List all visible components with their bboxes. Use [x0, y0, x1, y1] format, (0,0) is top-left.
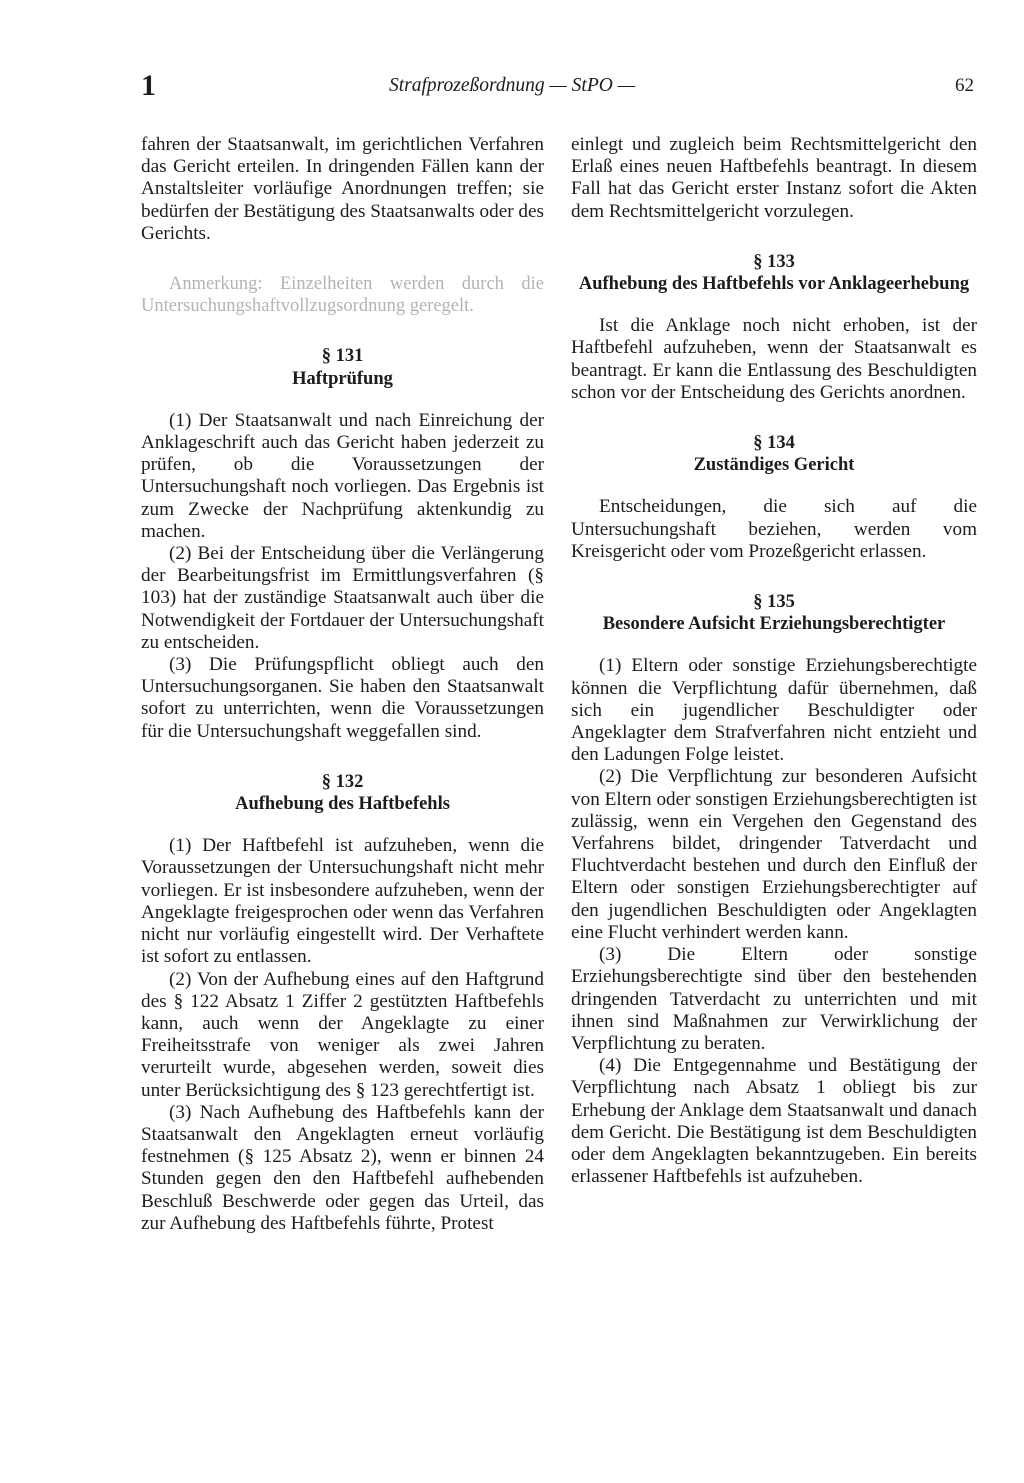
- page-header: [0, 70, 1024, 102]
- section-title: Aufhebung des Haftbefehls: [235, 794, 450, 815]
- paragraph: (2) Die Verpflichtung zur besonderen Aufsicht von Eltern oder sonstigen Erziehungsberechtigten ist zulässig, wenn ein Vergehen den Gegenstand des Verfahrens bildet, dringender Tatverdacht und Fluchtverdacht bestehen und durch den Einfluß der Eltern oder sonstigen Erziehungsberechtigter auf den jugendlichen Beschuldigten oder Angeklagten eine Flucht verhindert werden kann.: [571, 766, 977, 943]
- left-column: [141, 134, 544, 1235]
- paragraph: (2) Bei der Entscheidung über die Verlängerung der Bearbeitungsfrist im Ermittlungsverfahren (§ 103) hat der zuständige Staatsanwalt auch über die Notwendigkeit der Fortdauer der Untersuchungshaft zu entscheiden.: [141, 543, 544, 653]
- section-number: § 135: [753, 592, 795, 613]
- paragraph: (1) Eltern oder sonstige Erziehungsberechtigte können die Verpflichtung dafür übernehmen, daß sich ein jugendlicher Beschuldigter oder Angeklagter dem Strafverfahren nicht entzieht und den Ladungen Folge leistet.: [571, 655, 977, 766]
- section-number: § 131: [321, 346, 364, 367]
- paragraph: (3) Die Prüfungspflicht obliegt auch den Untersuchungsorganen. Sie haben den Staatsanwalt sofort zu unterrichten, wenn die Voraussetzungen für die Untersuchungshaft weggefallen sind.: [141, 654, 544, 742]
- note-paragraph: Anmerkung: Einzelheiten werden durch die Untersuchungshaftvollzugsordnung geregelt.: [141, 274, 544, 317]
- paragraph: (1) Der Haftbefehl ist aufzuheben, wenn die Voraussetzungen der Untersuchungshaft nicht mehr vorliegen. Er ist insbesondere aufzuheben, wenn der Angeklagte freigesprochen oder wenn das Verfahren nicht nur vorläufig eingestellt wird. Der Verhaftete ist sofort zu entlassen.: [141, 835, 544, 968]
- section-title: Zuständiges Gericht: [693, 455, 855, 476]
- section-title: Besondere Aufsicht Erziehungsberechtigter: [602, 614, 946, 635]
- section-132-heading: [141, 771, 544, 815]
- continuation-paragraph: einlegt und zugleich beim Rechtsmittelgericht den Erlaß eines neuen Haftbefehls beantragt. In diesem Fall hat das Gericht erster Instanz sofort die Akten dem Rechtsmittelgericht vorzulegen.: [571, 134, 977, 222]
- section-135-heading: [571, 591, 977, 635]
- section-title: Aufhebung des Haftbefehls vor Anklageerhebung: [578, 274, 970, 295]
- section-number: § 134: [753, 433, 795, 454]
- running-title: Strafprozeßordnung — StPO —: [388, 75, 636, 96]
- paragraph: (3) Nach Aufhebung des Haftbefehls kann der Staatsanwalt den Angeklagten erneut vorläufig festnehmen (§ 125 Absatz 2), wenn er binnen 24 Stunden gegen den den Haftbefehl aufhebenden Beschluß Beschwerde oder gegen das Urteil, das zur Aufhebung des Haftbefehls führte, Protest: [141, 1101, 544, 1234]
- paragraph: (1) Der Staatsanwalt und nach Einreichung der Anklageschrift auch das Gericht haben jederzeit zu prüfen, ob die Voraussetzungen der Untersuchungshaft noch vorliegen. Das Ergebnis ist zum Zwecke der Nachprüfung aktenkundig zu machen.: [141, 409, 544, 542]
- right-column: [571, 134, 977, 1188]
- section-133-heading: [571, 251, 977, 295]
- section-134-heading: [571, 432, 977, 476]
- paragraph: (2) Von der Aufhebung eines auf den Haftgrund des § 122 Absatz 1 Ziffer 2 gestützten Haftbefehls kann, auch wenn der Angeklagte zu einer Freiheitsstrafe von weniger als zwei Jahren verurteilt wurde, abgesehen werden, soweit dies unter Berücksichtigung des § 123 gerechtfertigt ist.: [141, 968, 544, 1101]
- paragraph: (4) Die Entgegennahme und Bestätigung der Verpflichtung nach Absatz 1 obliegt bis zur Erhebung der Anklage dem Staatsanwalt und danach dem Gericht. Die Bestätigung ist dem Beschuldigten oder dem Angeklagten bekanntzugeben. Ein bereits erlassener Haftbefehls ist aufzuheben.: [571, 1055, 977, 1188]
- paragraph: (3) Die Eltern oder sonstige Erziehungsberechtigte sind über den bestehenden dringenden Tatverdacht zu unterrichten und mit ihnen sind Maßnahmen zur Verwirklichung der Verpflichtung zu beraten.: [571, 944, 977, 1054]
- intro-paragraph: fahren der Staatsanwalt, im gerichtlichen Verfahren das Gericht erteilen. In dringenden Fällen kann der Anstaltsleiter vorläufige Anordnungen treffen; sie bedürfen der Bestätigung des Staatsanwalts oder des Gerichts.: [141, 134, 544, 244]
- section-number: § 133: [753, 251, 795, 272]
- section-title: Haftprüfung: [292, 368, 393, 389]
- paragraph: Entscheidungen, die sich auf die Untersuchungshaft beziehen, werden vom Kreisgericht oder vom Prozeßgericht erlassen.: [571, 496, 977, 562]
- page-number: 62: [955, 75, 974, 96]
- chapter-number: 1: [141, 69, 156, 102]
- section-131-heading: [141, 345, 544, 389]
- section-number: § 132: [321, 771, 364, 792]
- paragraph: Ist die Anklage noch nicht erhoben, ist der Haftbefehl aufzuheben, wenn der Staatsanwalt es beantragt. Er kann die Entlassung des Beschuldigten schon vor der Entscheidung des Gerichts anordnen.: [571, 315, 977, 403]
